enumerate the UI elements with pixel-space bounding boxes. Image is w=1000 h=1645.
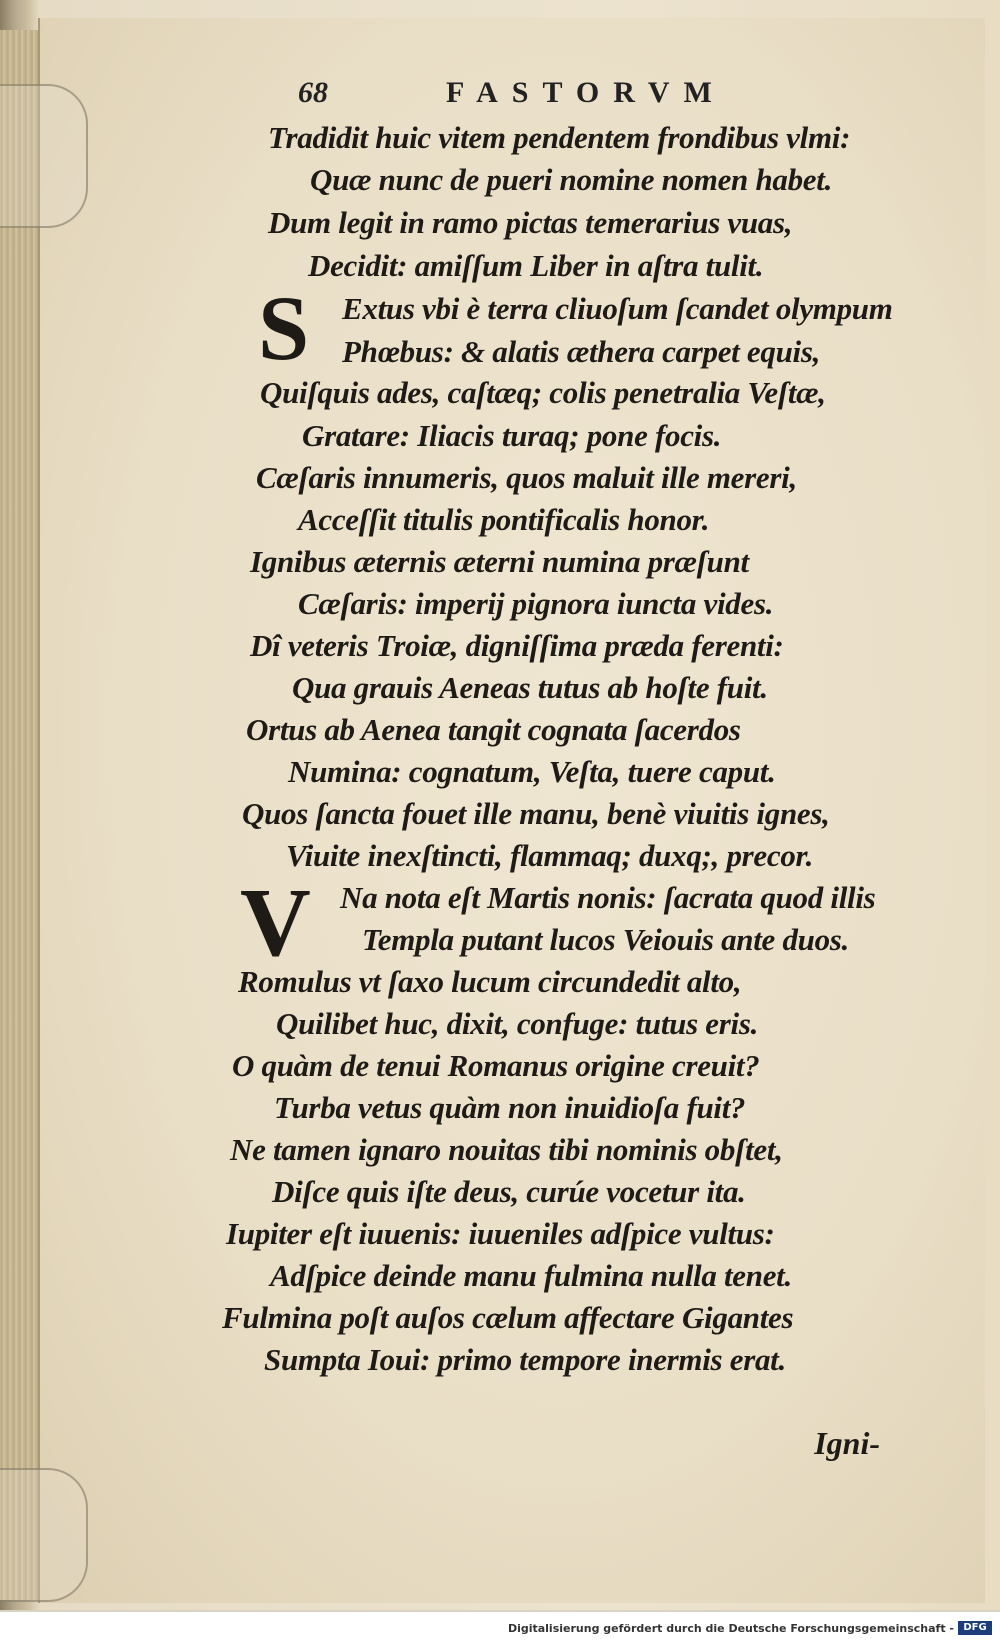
verse-line: Quæ nunc de pueri nomine nomen habet. bbox=[310, 162, 833, 197]
page-edges bbox=[0, 30, 38, 1600]
verse-line: Extus vbi è terra cliuoſum ſcandet olympum bbox=[342, 291, 893, 326]
footer-credit: Digitalisierung gefördert durch die Deutsche Forschungsgemeinschaft - bbox=[507, 1622, 954, 1635]
verse-line: Decidit: amiſſum Liber in aſtra tulit. bbox=[308, 248, 764, 283]
verse-line: Viuite inexſtincti, flammaq; duxq;, precor. bbox=[286, 838, 814, 873]
page-clip-bottom bbox=[0, 1468, 88, 1602]
verse-line: Acceſſit titulis pontificalis honor. bbox=[298, 502, 710, 537]
verse-line: Sumpta Ioui: primo tempore inermis erat. bbox=[264, 1342, 786, 1377]
verse-line: Templa putant lucos Veiouis ante duos. bbox=[362, 922, 850, 957]
verse-line: Dum legit in ramo pictas temerarius vuas, bbox=[268, 205, 793, 240]
verse-line: Ne tamen ignaro nouitas tibi nominis obſtet, bbox=[230, 1132, 783, 1167]
verse-line: Cæſaris innumeris, quos maluit ille mereri, bbox=[256, 460, 797, 495]
running-title: FASTORVM bbox=[446, 76, 726, 109]
page-number: 68 bbox=[298, 76, 328, 109]
verse-line: Adſpice deinde manu fulmina nulla tenet. bbox=[270, 1258, 792, 1293]
verse-line: Quiſquis ades, caſtæq; colis penetralia Veſtæ, bbox=[260, 375, 826, 410]
verse-line: Gratare: Iliacis turaq; pone focis. bbox=[302, 418, 722, 453]
digitization-footer bbox=[0, 1612, 1000, 1645]
page-clip-top bbox=[0, 84, 88, 228]
verse-line: Tradidit huic vitem pendentem frondibus vlmi: bbox=[268, 120, 851, 155]
verse-line: Qua grauis Aeneas tutus ab hoſte fuit. bbox=[292, 670, 768, 705]
verse-line: Diſce quis iſte deus, curúe vocetur ita. bbox=[272, 1174, 746, 1209]
verse-line: Turba vetus quàm non inuidioſa fuit? bbox=[274, 1090, 746, 1125]
verse-line: Numina: cognatum, Veſta, tuere caput. bbox=[288, 754, 776, 789]
verse-line: Quos ſancta fouet ille manu, benè viuitis ignes, bbox=[242, 796, 830, 831]
page-header bbox=[298, 76, 798, 116]
verse-line: Quilibet huc, dixit, confuge: tutus eris. bbox=[276, 1006, 759, 1041]
verse-line: Ignibus æternis æterni numina præſunt bbox=[250, 544, 749, 579]
initial-letter-v: V bbox=[240, 869, 311, 977]
verse-line: Dî veteris Troiæ, digniſſima præda ferenti: bbox=[250, 628, 784, 663]
verse-line: Romulus vt ſaxo lucum circundedit alto, bbox=[238, 964, 742, 999]
verse-line: Ortus ab Aenea tangit cognata ſacerdos bbox=[246, 712, 741, 747]
catchword: Igni- bbox=[814, 1425, 880, 1461]
verse-line: O quàm de tenui Romanus origine creuit? bbox=[232, 1048, 760, 1083]
verse-line: Iupiter eſt iuuenis: iuueniles adſpice vultus: bbox=[226, 1216, 775, 1251]
verse-line: Na nota eſt Martis nonis: ſacrata quod illis bbox=[340, 880, 876, 915]
dfg-logo: DFG bbox=[958, 1621, 992, 1635]
initial-letter-s: S bbox=[258, 277, 310, 379]
verse-line: Cæſaris: imperij pignora iuncta vides. bbox=[298, 586, 774, 621]
verse-line: Fulmina poſt auſos cælum affectare Gigantes bbox=[222, 1300, 794, 1335]
verse-line: Phœbus: & alatis æthera carpet equis, bbox=[342, 334, 821, 369]
